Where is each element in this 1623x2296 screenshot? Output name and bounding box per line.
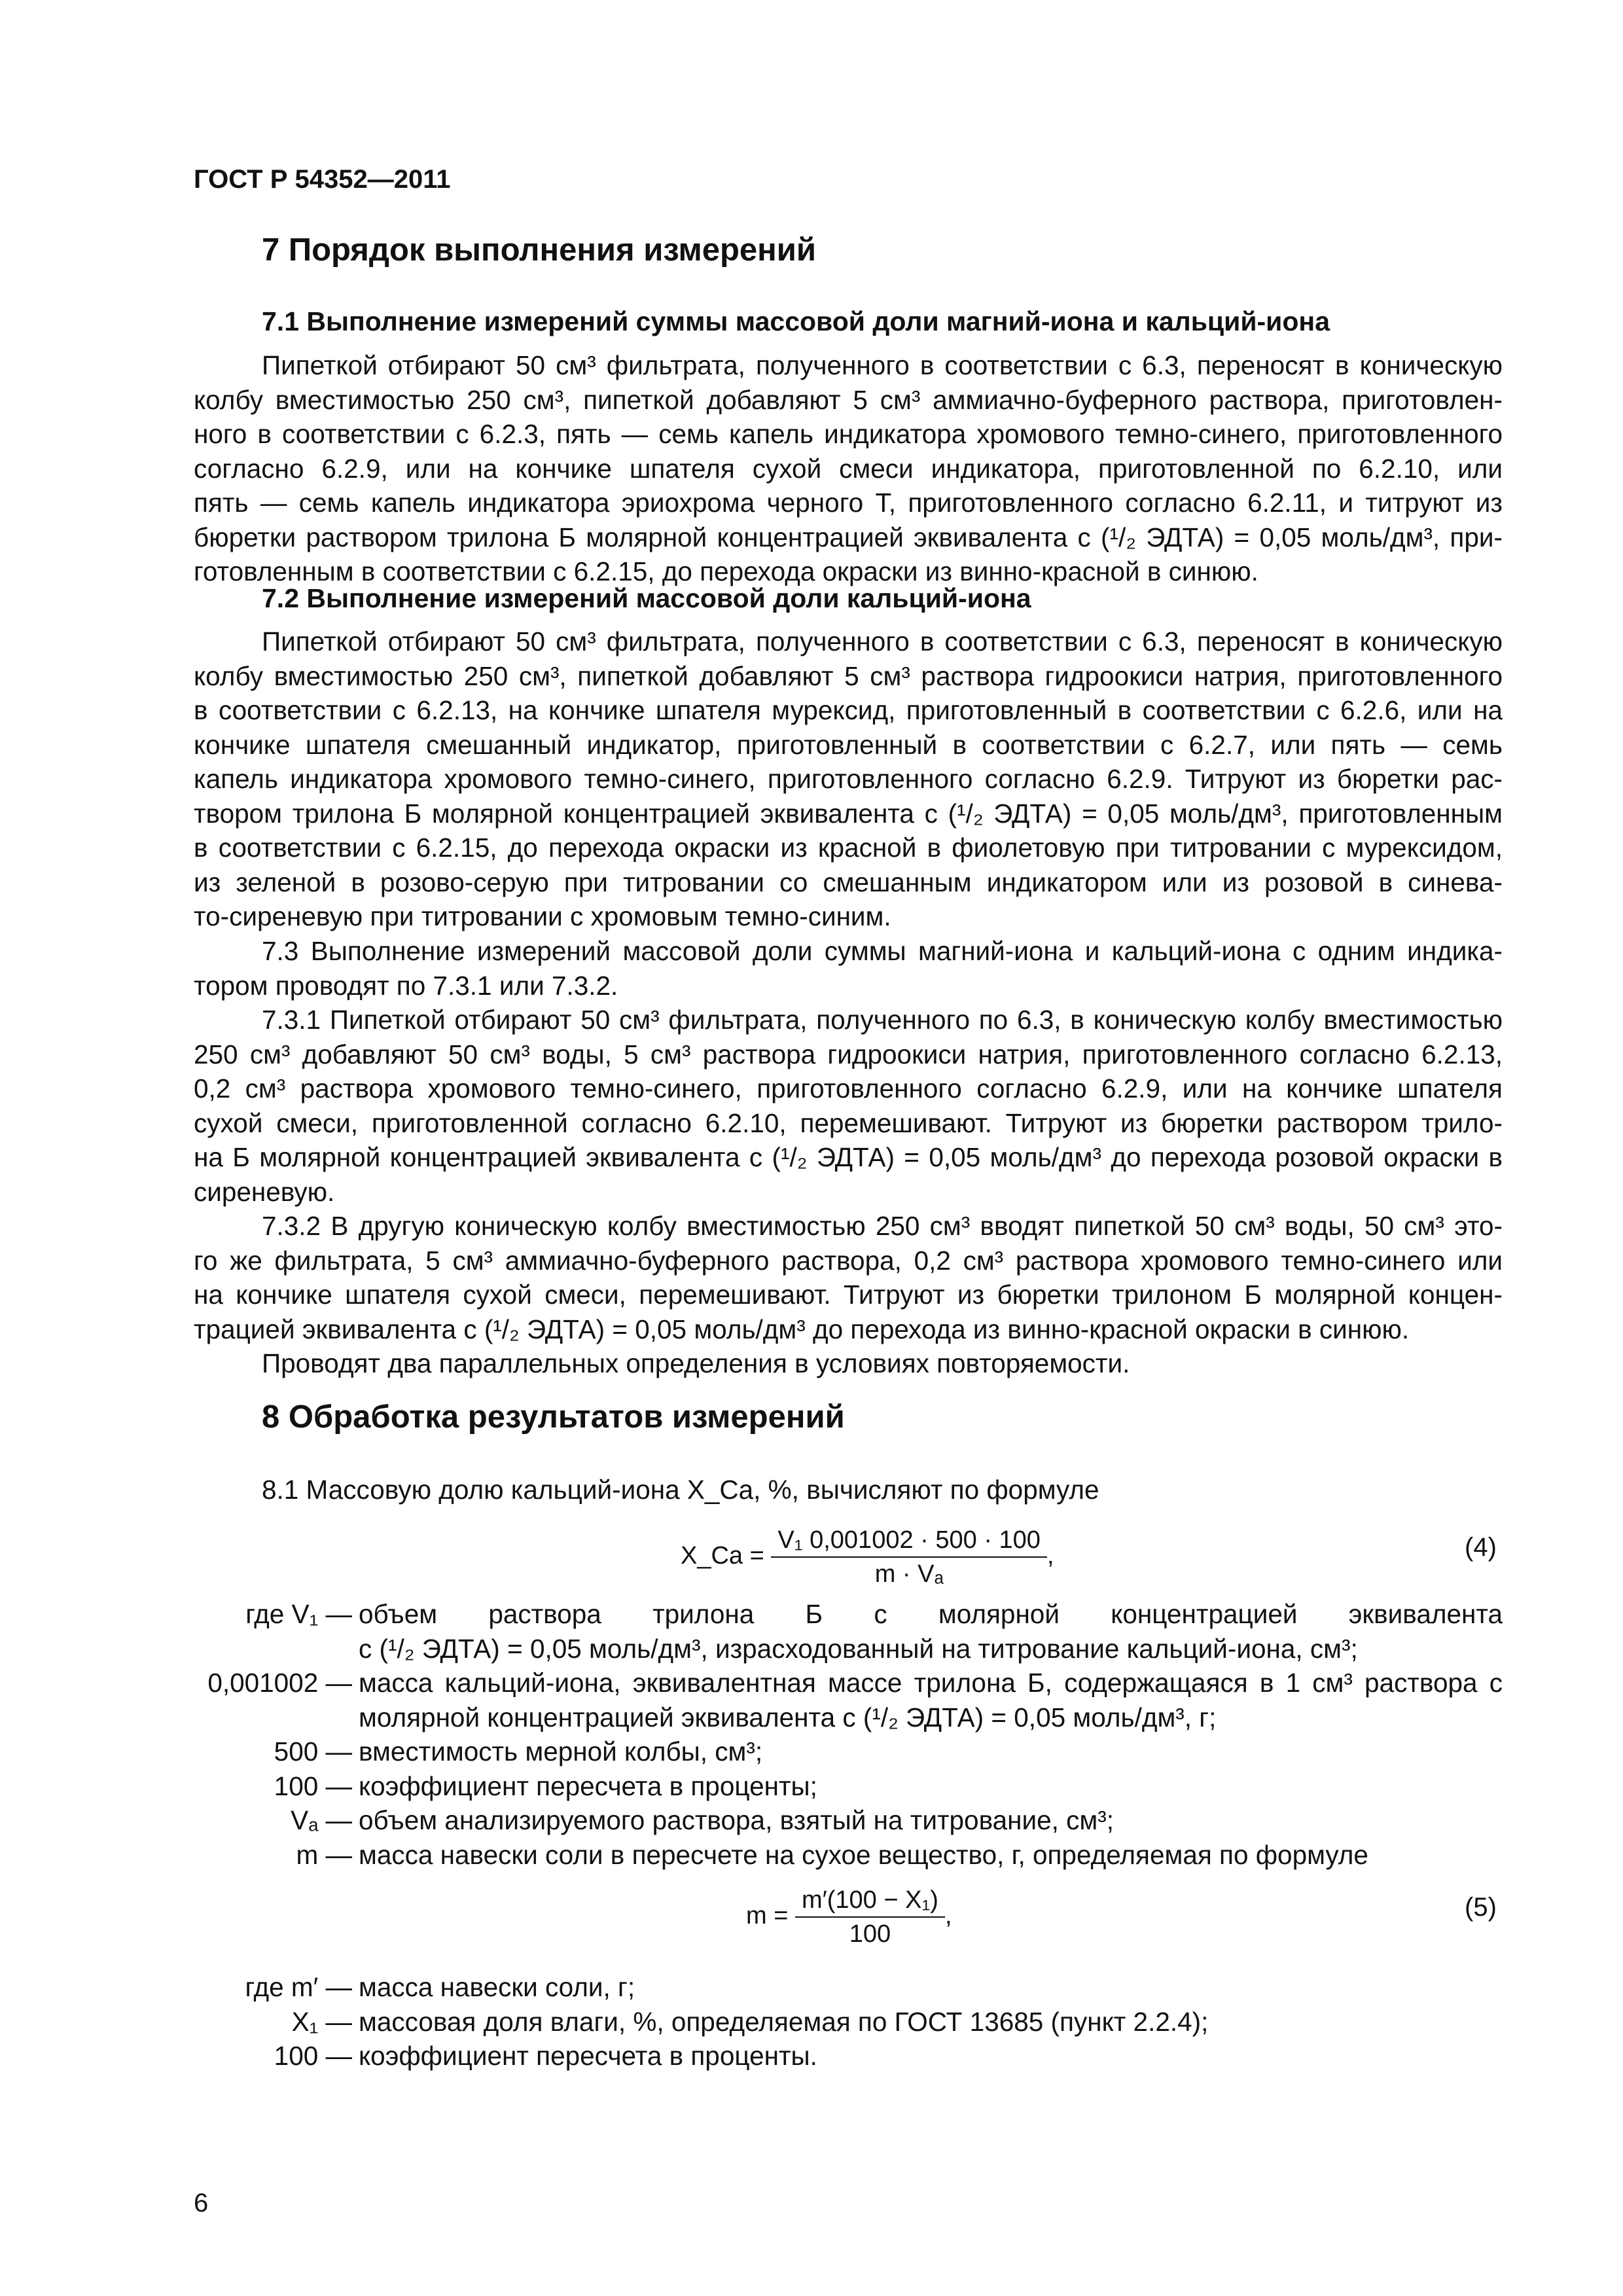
text-line: 8.1 Массовую долю кальций-иона X_Ca, %, вычисляют по формуле	[262, 1475, 1099, 1505]
text-line: твором трилона Б молярной концентрацией эквивалента c (¹/₂ ЭДТА) = 0,05 моль/дм³, приготовленным	[194, 798, 1503, 829]
legend-desc: c (¹/₂ ЭДТА) = 0,05 моль/дм³, израсходованный на титрование кальций-иона, см³;	[359, 1633, 1358, 1664]
formula-5-numerator: m′(100 − X₁)	[795, 1885, 945, 1918]
text-line: Пипеткой отбирают 50 см³ фильтрата, полученного в соответствии с 6.3, переносят в коническую	[262, 626, 1503, 656]
text-line: 7.3 Выполнение измерений массовой доли суммы магний-иона и кальций-иона с одним индика-	[262, 936, 1503, 966]
legend-row	[0, 1734, 1623, 1769]
legend-row	[0, 1970, 1623, 2005]
legend-row	[0, 1700, 1623, 1735]
formula-5-lhs: m =	[746, 1902, 789, 1930]
text-line: 7.3.2 В другую коническую колбу вместимостью 250 см³ вводят пипеткой 50 см³ воды, 50 см³ это-	[262, 1211, 1503, 1241]
legend-term: 100 —	[274, 2041, 352, 2071]
legend-row	[0, 1666, 1623, 1700]
subsection-7-1-title: 7.1 Выполнение измерений суммы массовой доли магний-иона и кальций-иона	[262, 306, 1330, 336]
text-line: го же фильтрата, 5 см³ аммиачно-буферного раствора, 0,2 см³ раствора хромового темно-синего или	[194, 1245, 1503, 1276]
legend-row	[0, 1803, 1623, 1838]
text-line: пять — семь капель индикатора эриохрома черного Т, приготовленного согласно 6.2.11, и титруют из	[194, 488, 1503, 518]
legend-desc: вместимость мерной колбы, см³;	[359, 1736, 763, 1767]
legend-term: где V₁ —	[245, 1599, 352, 1629]
legend-row	[0, 1632, 1623, 1666]
text-line: готовленным в соответствии с 6.2.15, до перехода окраски из винно-красной в синюю.	[194, 556, 1258, 586]
section-8-title: 8 Обработка результатов измерений	[262, 1399, 845, 1435]
formula-4-number: (4)	[1465, 1533, 1497, 1562]
legend-term: 500 —	[274, 1736, 352, 1767]
formula-4-legend	[0, 1597, 1623, 1872]
legend-row	[0, 2005, 1623, 2039]
page-number: 6	[194, 2189, 209, 2217]
legend-desc: масса навески соли в пересчете на сухое вещество, г, определяемая по формуле	[359, 1839, 1368, 1870]
text-line: то-сиреневую при титровании с хромовым темно-синим.	[194, 901, 891, 931]
formula-4-tail: ,	[1046, 1542, 1054, 1570]
paragraph-7-3-2	[194, 1209, 1503, 1381]
paragraph-7-1	[194, 348, 1503, 589]
text-line: 0,2 см³ раствора хромового темно-синего, приготовленного согласно 6.2.9, или на кончике шпателя	[194, 1073, 1503, 1103]
text-line: из зеленой в розово-серую при титровании со смешанным индикатором или из розовой в синева-	[194, 867, 1503, 897]
text-line: тором проводят по 7.3.1 или 7.3.2.	[194, 970, 618, 1001]
text-line: на кончике шпателя сухой смеси, перемешивают. Титруют из бюретки трилоном Б молярной концен-	[194, 1280, 1503, 1310]
text-line: капель индикатора хромового темно-синего, приготовленного согласно 6.2.9. Титруют из бюретки рас-	[194, 764, 1503, 794]
text-line: колбу вместимостью 250 см³, пипеткой добавляют 5 см³ раствора гидроокиси натрия, приготовленного	[194, 660, 1503, 691]
formula-5-legend	[0, 1970, 1623, 2073]
legend-desc: коэффициент пересчета в проценты;	[359, 1770, 817, 1801]
legend-term: m —	[296, 1839, 352, 1870]
legend-term: 0,001002 —	[207, 1668, 352, 1698]
document-id: ГОСТ Р 54352—2011	[194, 165, 451, 194]
legend-desc: масса кальций-иона, эквивалентная массе трилона Б, содержащаяся в 1 см³ раствора с	[359, 1668, 1503, 1698]
legend-desc: объем раствора трилона Б с молярной концентрацией эквивалента	[359, 1599, 1503, 1629]
formula-5-tail: ,	[944, 1902, 952, 1930]
paragraph-7-3	[194, 934, 1503, 1003]
legend-term: X₁ —	[291, 2006, 352, 2037]
text-line: 250 см³ добавляют 50 см³ воды, 5 см³ раствора гидроокиси натрия, приготовленного согласно 6.2.13,	[194, 1039, 1503, 1069]
legend-row	[0, 1597, 1623, 1632]
legend-row	[0, 1838, 1623, 1873]
legend-desc: объем анализируемого раствора, взятый на титрование, см³;	[359, 1805, 1115, 1835]
formula-4-denominator: m · Vₐ	[874, 1560, 944, 1588]
legend-term: Vₐ —	[291, 1805, 352, 1835]
paragraph-7-3-1	[194, 1003, 1503, 1209]
legend-desc: массовая доля влаги, %, определяемая по ГОСТ 13685 (пункт 2.2.4);	[359, 2006, 1209, 2037]
formula-5-fraction	[795, 1885, 945, 1949]
formula-4-fraction	[771, 1525, 1047, 1589]
subsection-7-2-title: 7.2 Выполнение измерений массовой доли кальций-иона	[262, 583, 1031, 613]
text-line: Пипеткой отбирают 50 см³ фильтрата, полученного в соответствии с 6.3, переносят в коническую	[262, 350, 1503, 380]
legend-desc: масса навески соли, г;	[359, 1972, 635, 2002]
legend-row	[0, 1769, 1623, 1804]
text-line: на Б молярной концентрацией эквивалента c (¹/₂ ЭДТА) = 0,05 моль/дм³ до перехода розовой окраски в	[194, 1142, 1503, 1172]
legend-term: 100 —	[274, 1770, 352, 1801]
formula-4	[681, 1525, 1054, 1589]
text-line: в соответствии с 6.2.15, до перехода окраски из красной в фиолетовую при титровании с мурексидом,	[194, 833, 1503, 863]
formula-5-denominator: 100	[849, 1920, 891, 1948]
text-line: Проводят два параллельных определения в условиях повторяемости.	[262, 1348, 1130, 1378]
text-line: сиреневую.	[194, 1176, 335, 1207]
legend-term: где m′ —	[245, 1972, 352, 2002]
paragraph-7-2	[194, 624, 1503, 934]
section-7-title: 7 Порядок выполнения измерений	[262, 232, 817, 268]
text-line: согласно 6.2.9, или на кончике шпателя сухой смеси индикатора, приготовленной по 6.2.10, или	[194, 453, 1503, 484]
legend-desc: коэффициент пересчета в проценты.	[359, 2041, 817, 2071]
text-line: 7.3.1 Пипеткой отбирают 50 см³ фильтрата, полученного по 6.3, в коническую колбу вместимостью	[262, 1005, 1503, 1035]
text-line: в соответствии с 6.2.13, на кончике шпателя мурексид, приготовленный в соответствии с 6.2.6, или на	[194, 695, 1503, 725]
legend-row	[0, 2039, 1623, 2073]
legend-desc: молярной концентрацией эквивалента c (¹/₂ ЭДТА) = 0,05 моль/дм³, г;	[359, 1702, 1217, 1732]
text-line: сухой смеси, приготовленной согласно 6.2.10, перемешивают. Титруют из бюретки раствором трило-	[194, 1107, 1503, 1138]
formula-5	[746, 1885, 952, 1949]
text-line: ного в соответствии с 6.2.3, пять — семь капель индикатора хромового темно-синего, приготовленного	[194, 419, 1503, 449]
text-line: кончике шпателя смешанный индикатор, приготовленный в соответствии с 6.2.7, или пять — семь	[194, 729, 1503, 760]
formula-5-number: (5)	[1465, 1893, 1497, 1922]
text-line: колбу вместимостью 250 см³, пипеткой добавляют 5 см³ аммиачно-буферного раствора, приготовлен-	[194, 384, 1503, 415]
text-line: трацией эквивалента c (¹/₂ ЭДТА) = 0,05 моль/дм³ до перехода из винно-красной окраски в синюю.	[194, 1314, 1410, 1344]
formula-4-lhs: X_Ca =	[681, 1542, 764, 1570]
formula-4-numerator: V₁ 0,001002 · 500 · 100	[771, 1525, 1047, 1558]
paragraph-8-1-intro	[194, 1473, 1503, 1507]
text-line: бюретки раствором трилона Б молярной концентрацией эквивалента c (¹/₂ ЭДТА) = 0,05 моль/дм³, при-	[194, 522, 1503, 552]
